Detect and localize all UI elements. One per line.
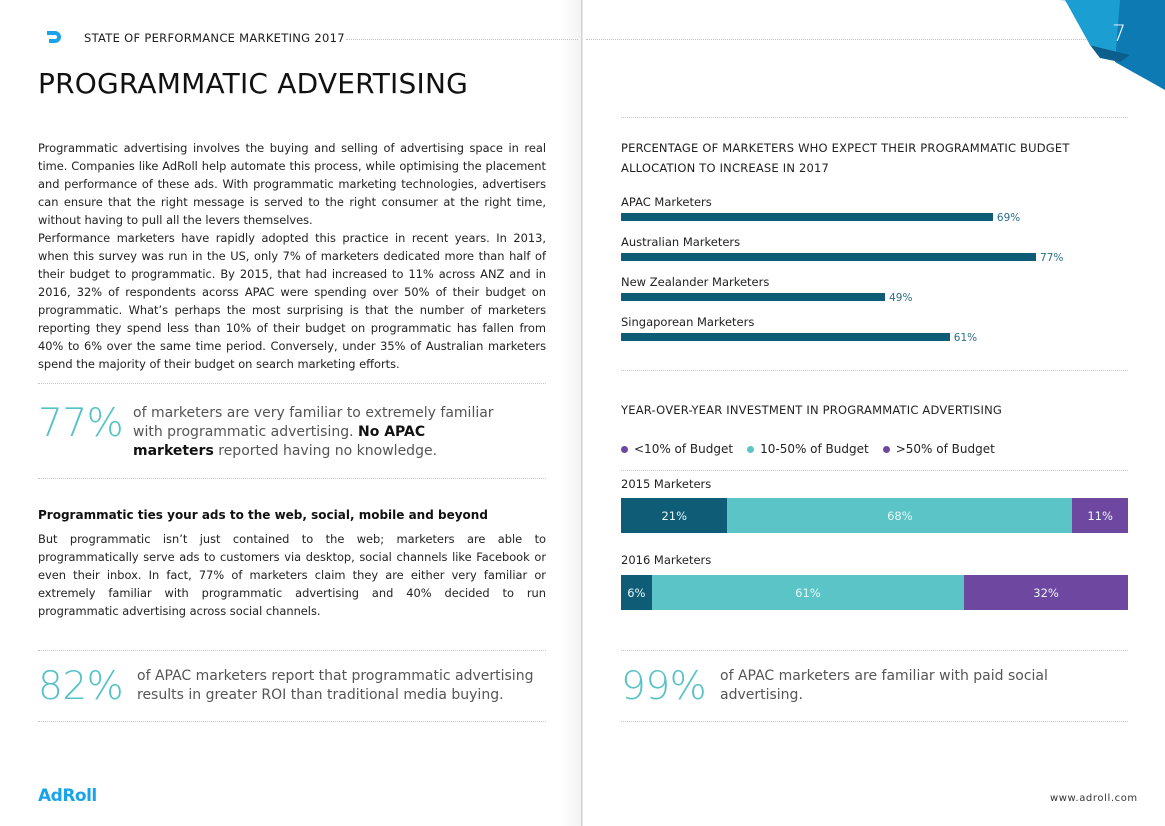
stacked-bar [621,498,1128,533]
corner-decoration-icon [1020,0,1165,90]
bar-mark [621,333,950,341]
header-divider-right [586,39,1086,40]
divider [621,117,1128,118]
bar-mark [621,253,1036,261]
website-url: www.adroll.com [1050,793,1138,804]
legend-item-low [621,442,733,456]
legend-dot-low [621,446,628,453]
yoy-legend [621,442,1009,456]
stack-category-label: 2016 Marketers [621,553,712,567]
bar-category-label: APAC Marketers [621,195,712,209]
divider [621,721,1128,722]
bar-value-label: 77% [1040,252,1064,264]
stack-segment: 6% [621,575,652,610]
adoption-paragraph: Performance marketers have rapidly adopted this practice in recent years. In 2013, when this survey was run in the US, only 7% of marketers dedicated more than half of their budget to programmatic. By 2015, that had increased to 11% across ANZ and in 2016, 32% of respondents acorss APAC were spending over 50% of their budget on programmatic. What’s perhaps the most surprising is that the number of marketers reporting they spend less than 10% of their budget on programmatic has fallen from 40% to 6% over the same time period. Conversely, under 35% of Australian marketers spend the majority of their budget on search marketing efforts. [38,231,546,371]
legend-dot-mid [747,446,754,453]
intro-paragraph: Programmatic advertising involves the buying and selling of advertising space in real time. Companies like AdRoll help automate this process, while optimising the placement and performance of these ads. With programmatic marketing technologies, advertisers can ensure that the right message is served to the right consumer at the right time, without having to pull all the levers themselves. [38,141,546,227]
stacked-bar [621,575,1128,610]
bar-value-label: 61% [953,332,978,344]
stack-segment: 61% [652,575,964,610]
bar-value-label: 69% [996,212,1021,224]
legend-item-mid [747,442,869,456]
bar-mark [621,293,885,301]
stat-99-number: 99% [621,664,707,709]
bar-category-label: Australian Marketers [621,235,741,249]
adroll-mark-icon [44,27,64,47]
bar-value-label: 49% [889,292,913,304]
stack-segment: 21% [621,498,727,533]
bar-category-label: Singaporean Marketers [621,315,755,329]
divider [38,721,546,722]
adroll-logo: AdRoll [38,786,97,806]
page-spine [581,0,583,826]
divider [621,470,1128,471]
stack-segment: 11% [1072,498,1128,533]
stack-segment: 68% [727,498,1072,533]
stat-82-text: of APAC marketers report that programmatic advertising results in greater ROI than traditional media buying. [137,668,534,703]
budget-chart-title: PERCENTAGE OF MARKETERS WHO EXPECT THEIR PROGRAMMATIC BUDGET ALLOCATION TO INCREASE IN 2017 [621,141,1070,175]
bar-mark [621,213,993,221]
stat-77-text-bold: No APAC marketers [133,424,426,459]
stack-segment: 32% [964,575,1128,610]
divider [621,370,1128,371]
header-divider [346,39,578,40]
page-title: PROGRAMMATIC ADVERTISING [38,67,468,100]
stack-category-label: 2015 Marketers [621,477,712,491]
channels-paragraph: But programmatic isn’t just contained to the web; marketers are able to programmatically serve ads to customers via desktop, social channels like Facebook or even their inbox. In fact, 77% of marketers claim they are either very familiar or extremely familiar with programmatic advertising and 40% decided to run programmatic advertising across social channels. [38,532,546,618]
stat-77-number: 77% [38,401,124,446]
stat-77-text-a: of marketers are very familiar to extremely familiar with programmatic advertising. [133,405,494,440]
legend-label-low: <10% of Budget [634,442,734,456]
yoy-chart-title: YEAR-OVER-YEAR INVESTMENT IN PROGRAMMATIC ADVERTISING [621,403,1003,417]
legend-item-high [883,442,995,456]
stat-77-text-b: reported having no knowledge. [213,443,438,459]
divider [38,383,546,384]
stat-99-text: of APAC marketers are familiar with paid social advertising. [720,668,1048,703]
report-header: STATE OF PERFORMANCE MARKETING 2017 [84,31,345,45]
page-number: 7 [1112,22,1126,47]
legend-label-mid: 10-50% of Budget [760,442,869,456]
legend-dot-high [883,446,890,453]
stat-82-number: 82% [38,664,124,709]
stat-77-text [133,404,503,461]
divider [38,478,546,479]
divider [621,650,1128,651]
section-subheading: Programmatic ties your ads to the web, social, mobile and beyond [38,508,488,522]
legend-label-high: >50% of Budget [895,442,995,456]
divider [38,650,546,651]
bar-category-label: New Zealander Marketers [621,275,770,289]
spine-shadow [560,0,582,826]
